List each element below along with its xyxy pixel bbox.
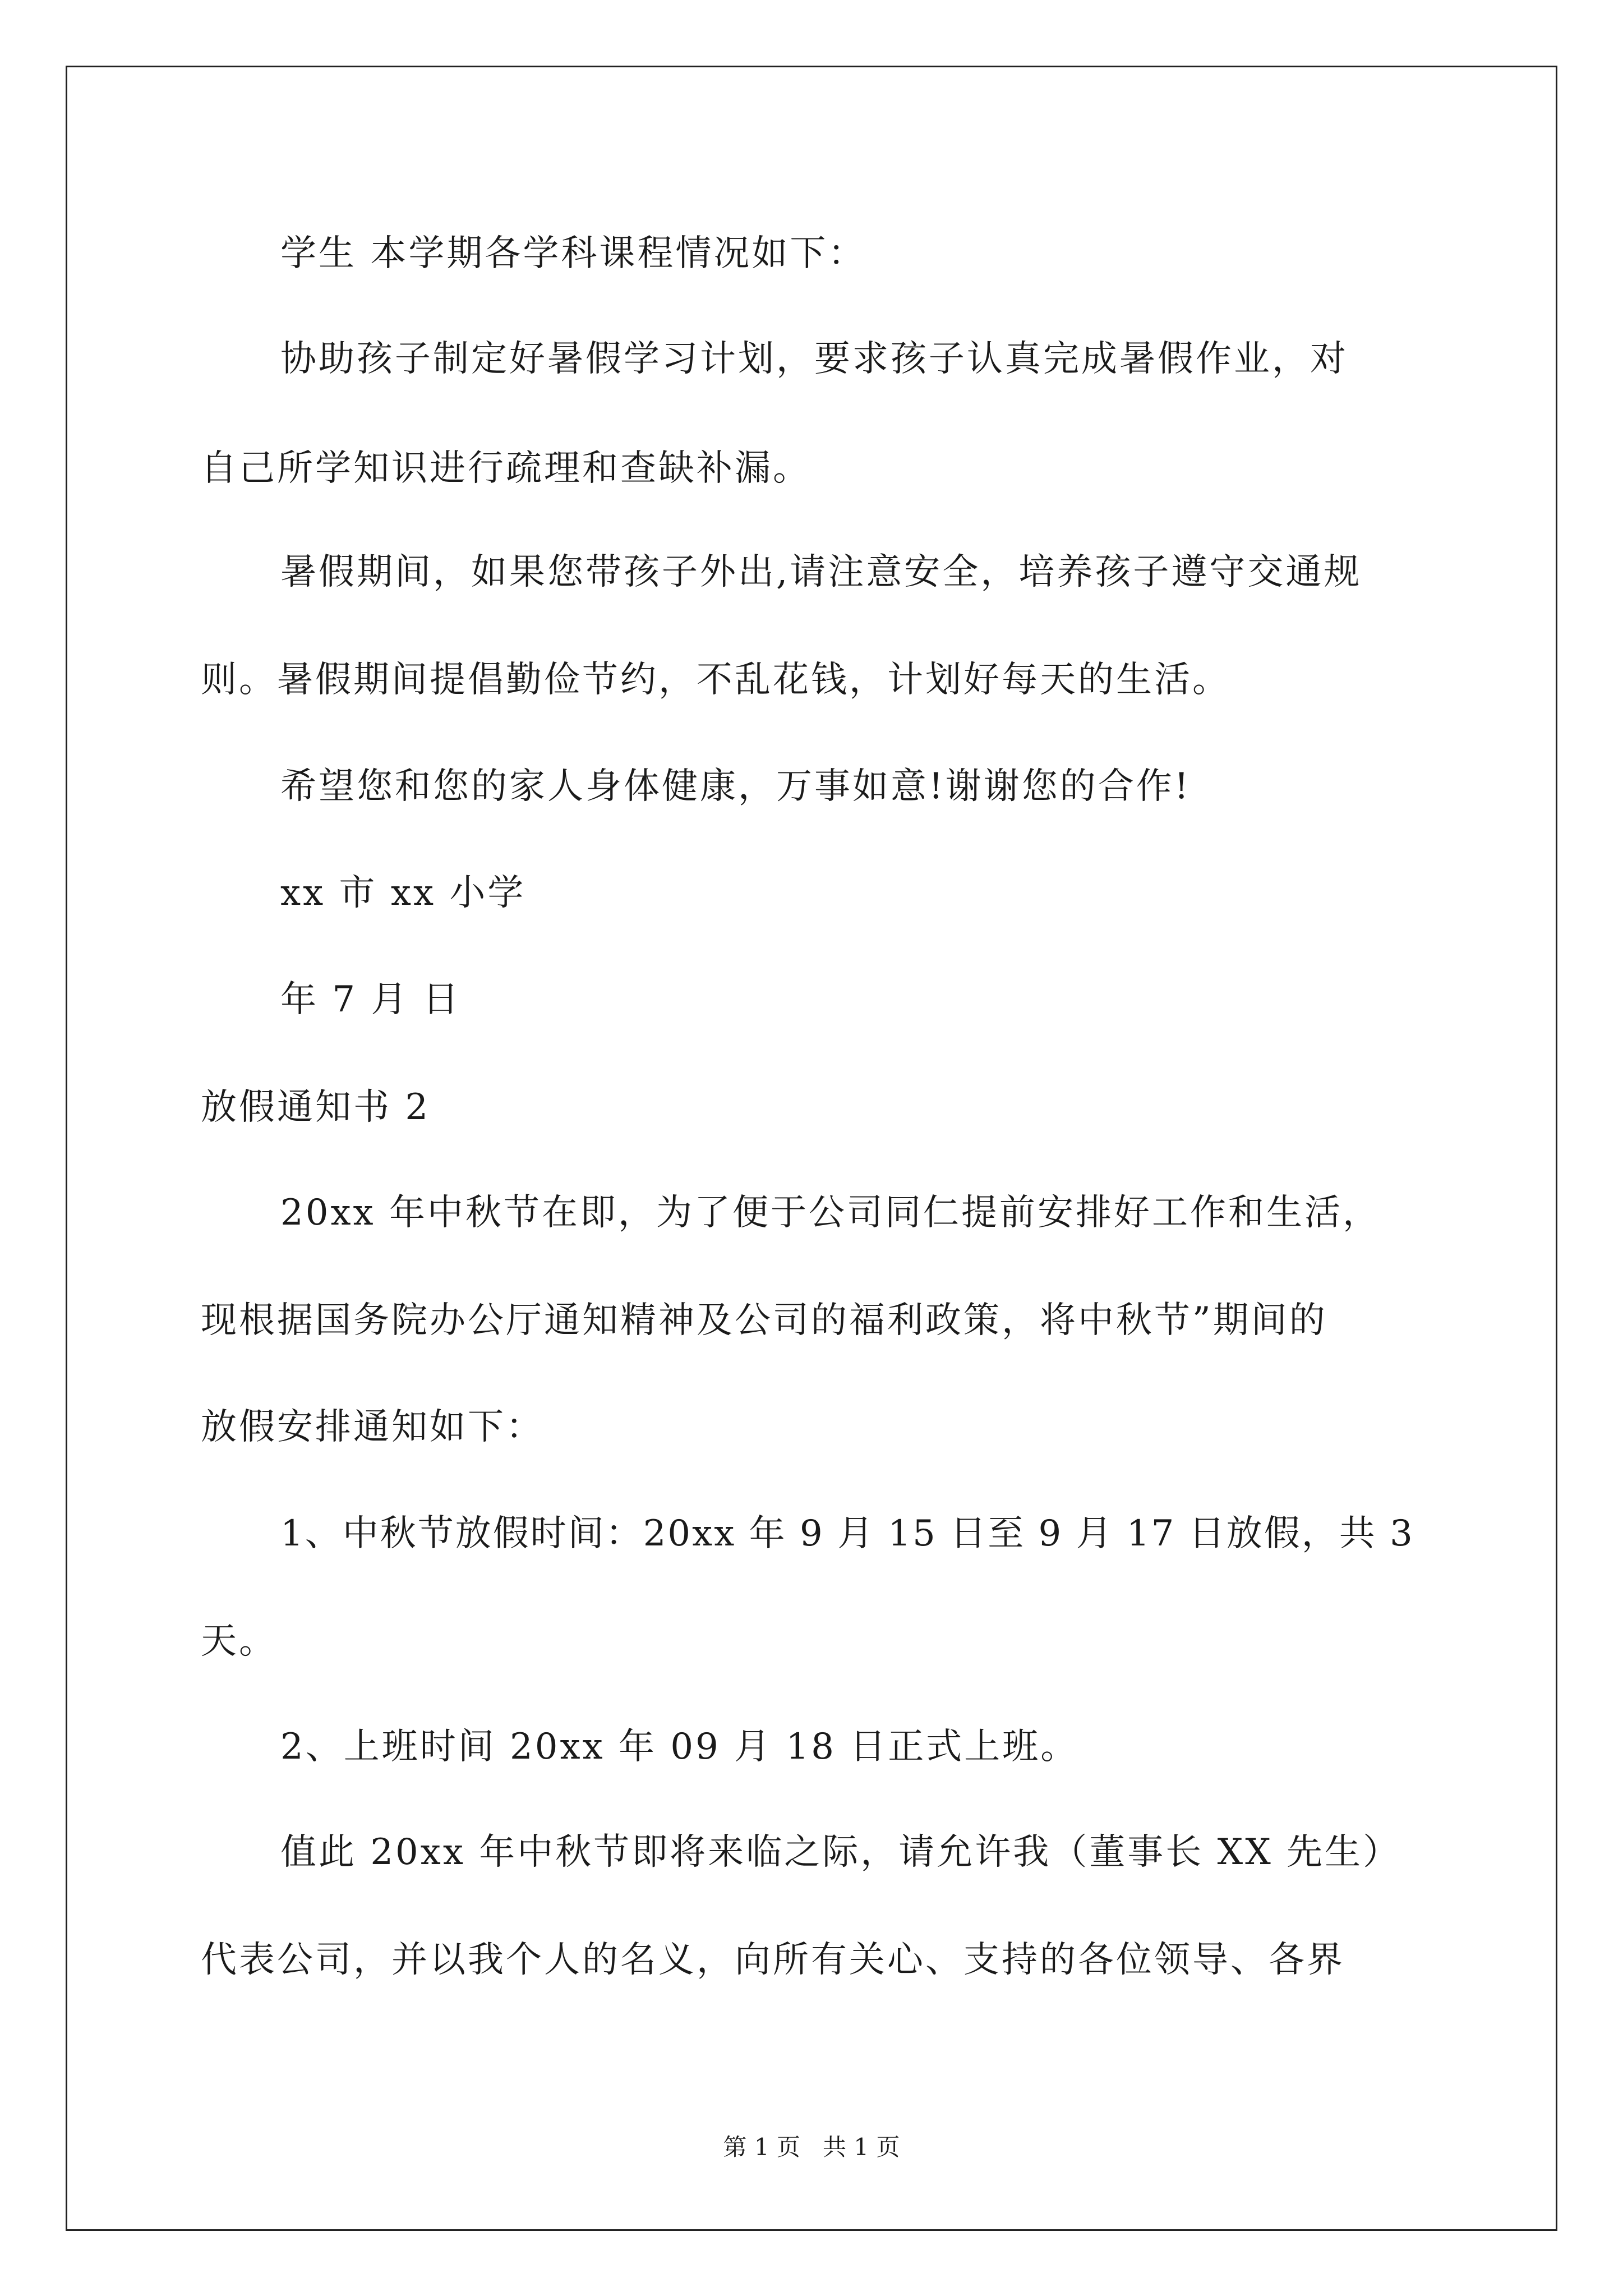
section-heading: 放假通知书 2 bbox=[201, 1087, 431, 1128]
paragraph-line: 20xx 年中秋节在即，为了便于公司同仁提前安排好工作和生活， bbox=[280, 1192, 1381, 1234]
paragraph-line: 则。暑假期间提倡勤俭节约，不乱花钱，计划好每天的生活。 bbox=[201, 659, 1230, 701]
paragraph-line: 暑假期间，如果您带孩子外出,请注意安全，培养孩子遵守交通规 bbox=[280, 551, 1362, 593]
paragraph-line: 年 7 月 日 bbox=[280, 979, 461, 1020]
paragraph-line: 放假安排通知如下： bbox=[201, 1406, 544, 1448]
page-frame bbox=[66, 66, 1557, 2231]
paragraph-line: 协助孩子制定好暑假学习计划，要求孩子认真完成暑假作业，对 bbox=[280, 338, 1348, 380]
paragraph-line: 值此 20xx 年中秋节即将来临之际，请允许我（董事长 XX 先生） bbox=[280, 1832, 1401, 1873]
paragraph-line: 现根据国务院办公厅通知精神及公司的福利政策，将中秋节”期间的 bbox=[201, 1300, 1327, 1341]
paragraph-line: 2、上班时间 20xx 年 09 月 18 日正式上班。 bbox=[280, 1726, 1079, 1768]
paragraph-line: 代表公司，并以我个人的名义，向所有关心、支持的各位领导、各界 bbox=[201, 1939, 1345, 1981]
paragraph-line: xx 市 xx 小学 bbox=[280, 872, 526, 914]
paragraph-line: 学生 本学期各学科课程情况如下： bbox=[280, 233, 866, 274]
paragraph-line: 希望您和您的家人身体健康，万事如意!谢谢您的合作! bbox=[280, 766, 1191, 807]
paragraph-line: 自己所学知识进行疏理和查缺补漏。 bbox=[201, 448, 811, 489]
page-footer: 第 1 页 共 1 页 bbox=[723, 2133, 900, 2161]
paragraph-line: 天。 bbox=[201, 1621, 277, 1662]
paragraph-line: 1、中秋节放假时间：20xx 年 9 月 15 日至 9 月 17 日放假，共 3 bbox=[280, 1513, 1414, 1554]
